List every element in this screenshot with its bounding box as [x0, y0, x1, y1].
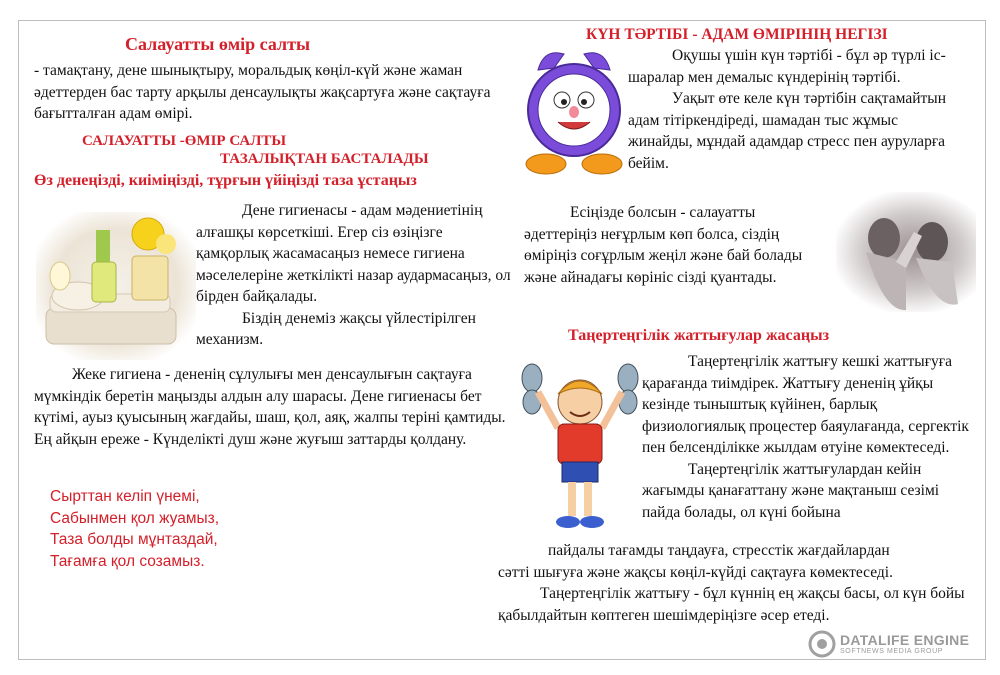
- morning-exercise-paragraph-continued: [498, 540, 982, 626]
- body-mechanism-text: Біздің денеміз жақсы үйлестірілген механизм.: [196, 309, 476, 348]
- morning-exercise-paragraph: [642, 351, 974, 523]
- poem-line: Сабынмен қол жуамыз,: [50, 509, 220, 527]
- hygiene-heading-line2: ТАЗАЛЫҚТАН БАСТАЛАДЫ: [220, 151, 429, 167]
- poem-line: Тағамға қол созамыз.: [50, 552, 205, 570]
- datalife-logo-icon: [808, 630, 836, 658]
- body-hygiene-paragraph: [196, 200, 516, 351]
- personal-hygiene-text: Жеке гигиена - дененің сұлулығы мен денсаулығын сақтауға мүмкіндік беретін маңызды алдын алу шарасы. Дене гигиенасы бет күтімі, ауыз қуысының жағдайы, шаш, қол, аяқ, жалпы теріні қамтиды. Ең айқын ереже - Күнделікті душ және жуғыш заттарды қолдану.: [34, 366, 506, 448]
- stressed-women-image: [836, 192, 976, 312]
- alarm-clock-image: [524, 40, 624, 180]
- body-hygiene-text: Дене гигиенасы - адам мәдениетінің алғашқы көрсеткіші. Егер сіз өзіңізге қамқорлық жасамасаңыз немесе гигиена мәселелеріне жеткілікті назар аудармасаңыз, ол бірден байқалады.: [196, 202, 511, 305]
- datalife-watermark: [808, 630, 970, 663]
- benefit-line-1: пайдалы тағамды таңдауға, стресстік жағдайлардан: [548, 542, 890, 559]
- remember-text: Есіңізде болсын - салауатты әдеттеріңіз неғұрлым көп болса, сіздің өміріңіз соғұрлым жеңіл және бай болады және айнадағы көрініс сізді қуантады.: [524, 204, 803, 286]
- personal-hygiene-paragraph: [34, 364, 518, 450]
- hygiene-heading-line1: САЛАУАТТЫ -ӨМІР САЛТЫ: [82, 133, 287, 149]
- watermark-subtitle: SOFTNEWS MEDIA GROUP: [840, 648, 944, 655]
- poem-line: Таза болды мұнтаздай,: [50, 531, 218, 548]
- hygiene-subheading: Өз денеңізді, киіміңізді, тұрғын үйіңізді таза ұстаңыз: [34, 172, 417, 189]
- daily-routine-title: КҮН ТӘРТІБІ - АДАМ ӨМІРІНІҢ НЕГІЗІ: [586, 26, 888, 43]
- left-title: Салауатты өмір салты: [125, 34, 311, 54]
- morning-exercise-heading: Таңертеңгілік жаттығулар жасаңыз: [568, 327, 829, 344]
- watermark-title: DATALIFE ENGINE: [840, 632, 970, 648]
- exercising-boy-image: [518, 358, 642, 530]
- hygiene-products-image: [36, 212, 196, 360]
- daily-routine-text: Оқушы үшін күн тәртібі - бұл әр түрлі іс-шаралар мен демалыс күндерінің тәртібі.: [628, 47, 946, 86]
- remember-paragraph: [524, 202, 824, 288]
- routine-stress-text: Уақыт өте келе күн тәртібін сақтамайтын адам тітіркендіреді, шамадан тыс жұмыс жинайды, мұндай адамдар стресс пен ауруларға бейім.: [628, 90, 947, 172]
- morning-exercise-benefit-text: Таңертеңгілік жаттығулардан кейін жағымды қанағаттану және мақтаныш сезімі пайда болады, ол күні бойына: [642, 460, 940, 521]
- healthy-lifestyle-definition: - тамақтану, дене шынықтыру, моральдық көңіл-күй және жаман әдеттерден бас тарту арқылы денсаулықты жақсартуға және сақтауға бағытталған адам өмірі.: [34, 62, 491, 122]
- benefit-line-2: сәтті шығуға және жақсы көңіл-күйді сақтауға көмектеседі.: [498, 563, 893, 581]
- morning-exercise-text: Таңертеңгілік жаттығу кешкі жаттығуға қарағанда тиімдірек. Жаттығу дененің ұйқы кезінде тыныштық күйінен, барлық физиологиялық процестер баяулағанда, сергектік пен белсенділікке жылдам өтуіне көмектеседі.: [642, 353, 969, 456]
- poem-line: Сырттан келіп үнемі,: [50, 488, 200, 505]
- best-start-text: Таңертеңгілік жаттығу - бұл күннің ең жақсы басы, ол күн бойы қабылдайтын көптеген шешімдеріңізге әсер етеді.: [498, 585, 965, 624]
- hygiene-poem: [50, 486, 219, 572]
- daily-routine-paragraph: [628, 45, 958, 174]
